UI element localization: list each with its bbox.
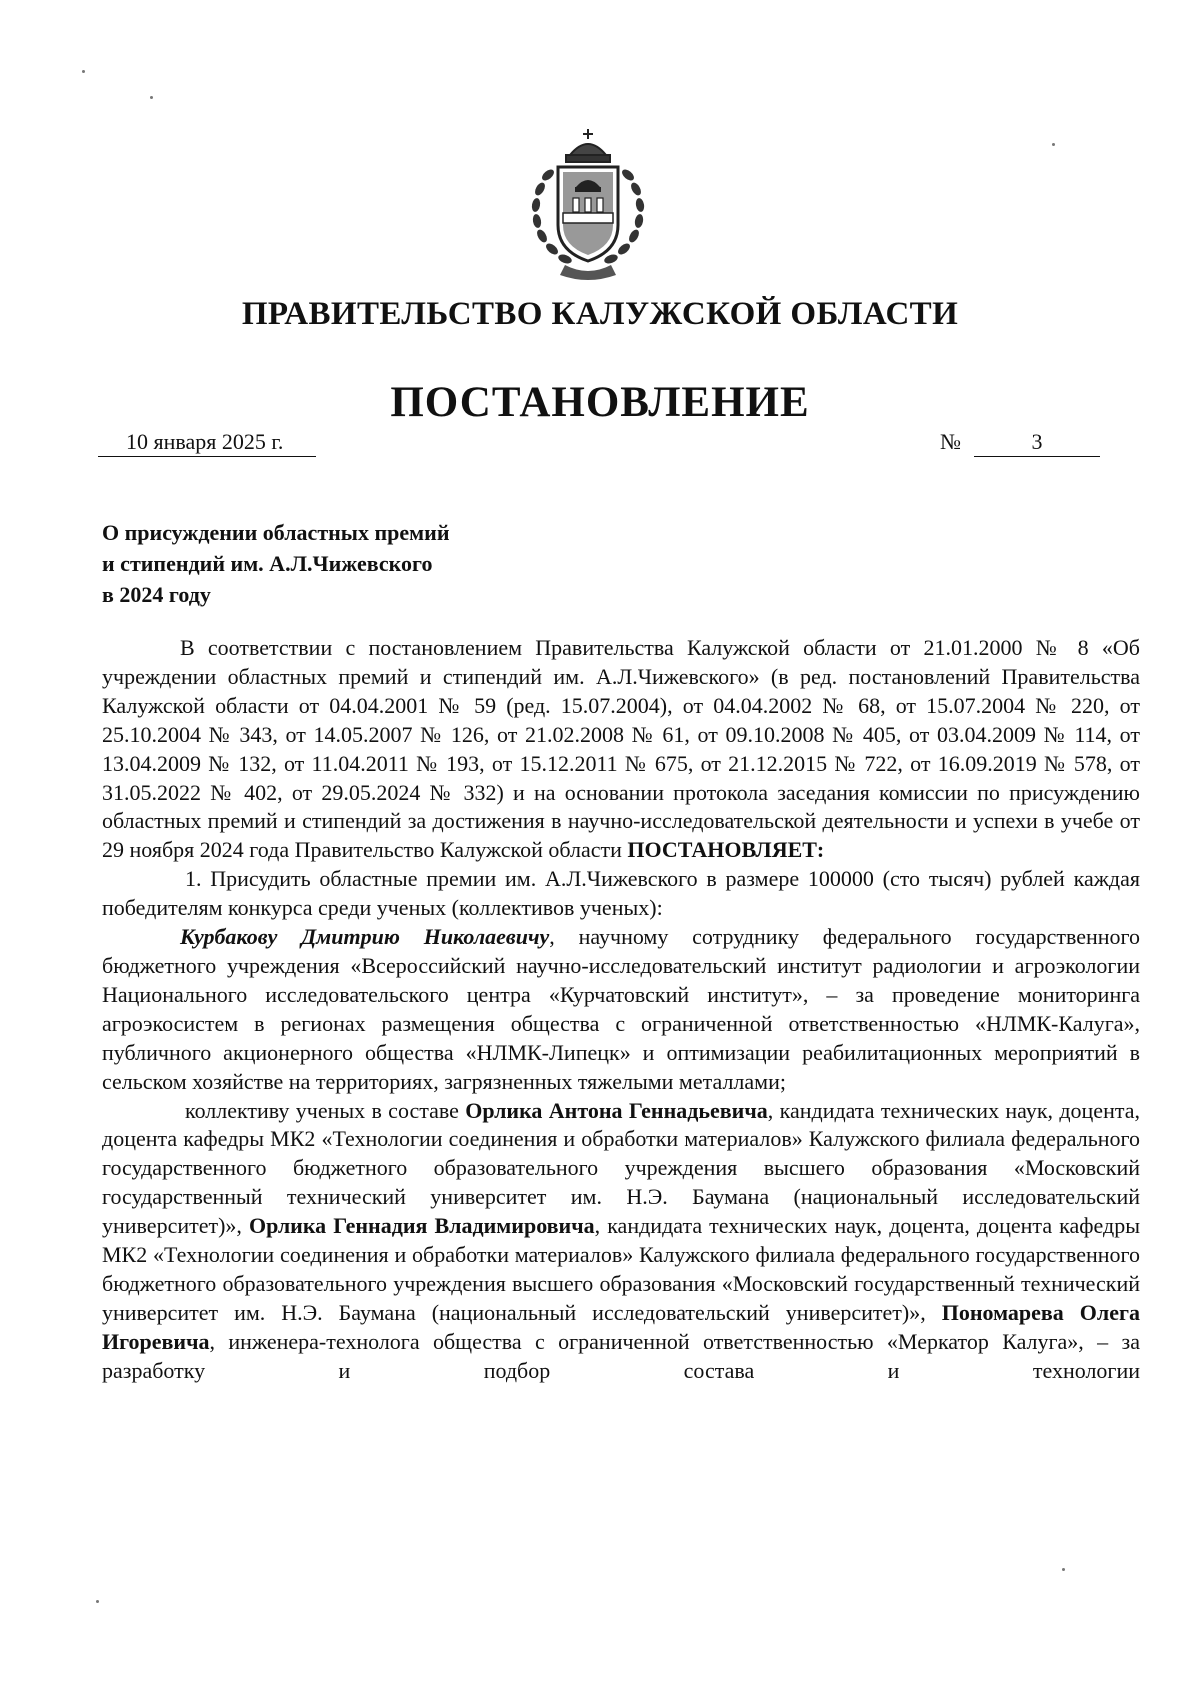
document-type-title: ПОСТАНОВЛЕНИЕ bbox=[390, 379, 810, 426]
laureate-1-text: , научному сотруднику федерального государственного бюджетного учреждения «Всероссийский научно-исследовательский институт радиологии и агроэкологии Национального исследовательского центра «Курчатовский институт», – за проведение мониторинга агроэкосистем в регионах размещения общества с ограниченной ответственностью «НЛМК-Калуга», публичного акционерного общества «НЛМК-Липецк» и оптимизации реабилитационных мероприятий в сельском хозяйстве на территориях, загрязненных тяжелыми металлами; bbox=[102, 924, 1140, 1094]
document-number-field bbox=[940, 428, 1100, 458]
scan-speck bbox=[150, 96, 153, 99]
kaluga-coat-of-arms-icon bbox=[520, 125, 656, 281]
scan-speck bbox=[1062, 1568, 1065, 1571]
government-title: ПРАВИТЕЛЬСТВО КАЛУЖСКОЙ ОБЛАСТИ bbox=[241, 296, 959, 332]
laureate-2-text-2: , кандидата технических наук, доцента, доцента кафедры МК2 «Технологии соединения и обработки материалов» Калужского филиала федерального государственного бюджетного образовательного учреждения высшего образования «Московский государственный технический университет им. Н.Э. Баумана (национальный исследовательский университет)», bbox=[102, 1213, 1140, 1325]
subject-line-3: в 2024 году bbox=[102, 582, 211, 607]
laureate-2-name-2: Орлика Геннадия Владимировича bbox=[249, 1213, 595, 1239]
laureate-2-name-1: Орлика Антона Геннадьевича bbox=[465, 1097, 768, 1123]
preamble-paragraph bbox=[102, 634, 1140, 865]
preamble-text: В соответствии с постановлением Правительства Калужской области от 21.01.2000 № 8 «Об учреждении областных премий и стипендий им. А.Л.Чижевского» (в ред. постановлений Правительства Калужской области от 04.04.2001 № 59 (ред. 15.07.2004), от 04.04.2002 № 68, от 15.07.2004 № 220, от 25.10.2004 № 343, от 14.05.2007 № 126, от 21.02.2008 № 61, от 09.10.2008 № 405, от 03.04.2009 № 114, от 13.04.2009 № 132, от 11.04.2011 № 193, от 15.12.2011 № 675, от 21.12.2015 № 722, от 16.09.2019 № 578, от 31.05.2022 № 402, от 29.05.2024 № 332) и на основании протокола заседания комиссии по присуждению областных премий и стипендий за достижения в научно-исследовательской деятельности и успехи в учебе от 29 ноября 2024 года Правительство Калужской области bbox=[102, 635, 1140, 863]
scan-speck bbox=[96, 1600, 99, 1603]
laureate-2-paragraph bbox=[102, 1097, 1140, 1386]
laureate-2-text-3: , инженера-технолога общества с ограниченной ответственностью «Меркатор Калуга», – за разработку и подбор состава и технологии bbox=[102, 1328, 1140, 1383]
subject-line-1: О присуждении областных премий bbox=[102, 520, 450, 545]
scan-speck bbox=[1052, 143, 1055, 146]
laureate-2-intro: коллективу ученых в составе bbox=[185, 1097, 466, 1123]
decree-word: ПОСТАНОВЛЯЕТ: bbox=[627, 837, 825, 863]
scan-speck bbox=[82, 70, 85, 73]
document-number: 3 bbox=[974, 428, 1100, 457]
laureate-2-name-3: Пономарева Олега Игоревича bbox=[102, 1299, 1140, 1354]
laureate-1-paragraph bbox=[102, 923, 1140, 1096]
number-sign: № bbox=[940, 429, 961, 454]
laureate-2-text-1: , кандидата технических наук, доцента, доцента кафедры МК2 «Технологии соединения и обработки материалов» Калужского филиала федерального государственного бюджетного образовательного учреждения высшего образования «Московский государственный технический университет им. Н.Э. Баумана (национальный исследовательский университет)», bbox=[102, 1097, 1140, 1239]
document-body bbox=[102, 634, 1140, 1386]
item-1-paragraph: 1. Присудить областные премии им. А.Л.Чижевского в размере 100000 (сто тысяч) рублей каждая победителям конкурса среди ученых (коллективов ученых): bbox=[102, 866, 1140, 921]
laureate-1-name: Курбакову Дмитрию Николаевичу bbox=[180, 924, 550, 950]
document-date: 10 января 2025 г. bbox=[98, 428, 316, 457]
document-subject bbox=[102, 517, 562, 610]
subject-line-2: и стипендий им. А.Л.Чижевского bbox=[102, 551, 433, 576]
